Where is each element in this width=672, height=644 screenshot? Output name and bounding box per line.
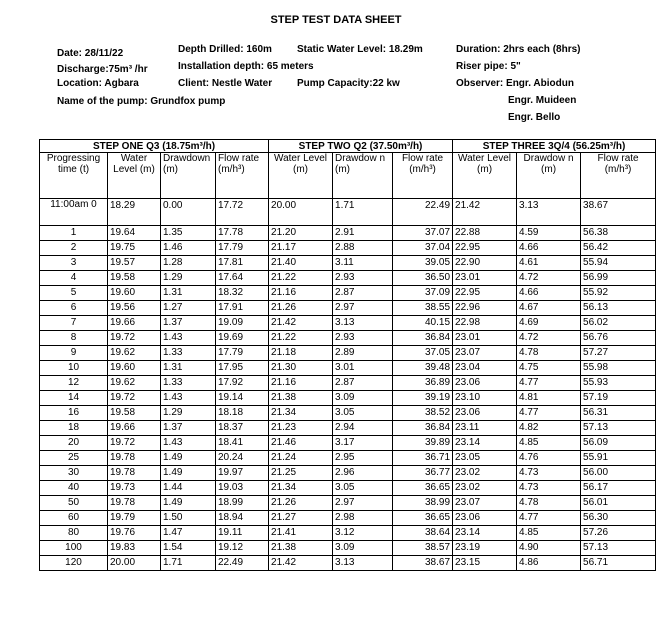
table-cell: 18.99 [216, 496, 269, 511]
table-row [40, 526, 656, 541]
header-pump-capacity: Pump Capacity:22 kw [297, 78, 400, 89]
table-cell: 4.73 [517, 481, 581, 496]
table-cell: 38.67 [581, 199, 656, 226]
table-cell: 21.24 [269, 451, 333, 466]
table-cell: 5 [40, 286, 108, 301]
table-cell: 56.76 [581, 331, 656, 346]
table-cell: 2.97 [333, 496, 393, 511]
table-cell: 18.94 [216, 511, 269, 526]
table-cell: 36.77 [393, 466, 453, 481]
table-cell: 21.22 [269, 271, 333, 286]
table-cell: 36.50 [393, 271, 453, 286]
table-cell: 22.49 [393, 199, 453, 226]
table-cell: 38.57 [393, 541, 453, 556]
table-cell: 50 [40, 496, 108, 511]
table-cell: 19.78 [108, 451, 161, 466]
table-cell: 21.27 [269, 511, 333, 526]
table-cell: 56.09 [581, 436, 656, 451]
table-cell: 80 [40, 526, 108, 541]
table-cell: 22.88 [453, 226, 517, 241]
header-riser-pipe: Riser pipe: 5" [456, 61, 521, 72]
table-cell: 23.19 [453, 541, 517, 556]
table-cell: 56.17 [581, 481, 656, 496]
table-row [40, 541, 656, 556]
table-cell: 1.35 [161, 226, 216, 241]
header-location: Location: Agbara [57, 78, 139, 89]
table-cell: 19.12 [216, 541, 269, 556]
table-cell: 21.42 [269, 556, 333, 571]
table-cell: 21.42 [453, 199, 517, 226]
table-cell: 21.20 [269, 226, 333, 241]
table-cell: 4.59 [517, 226, 581, 241]
header-duration: Duration: 2hrs each (8hrs) [456, 44, 581, 55]
table-cell: 21.41 [269, 526, 333, 541]
table-cell: 38.67 [393, 556, 453, 571]
table-cell: 19.56 [108, 301, 161, 316]
table-cell: 1.37 [161, 421, 216, 436]
table-cell: 18.32 [216, 286, 269, 301]
table-cell: 4.85 [517, 436, 581, 451]
table-cell: 21.34 [269, 481, 333, 496]
table-cell: 36.84 [393, 421, 453, 436]
table-row [40, 256, 656, 271]
table-cell: 19.57 [108, 256, 161, 271]
table-cell: 4.69 [517, 316, 581, 331]
column-header: Drawdown (m) [161, 153, 216, 199]
table-cell: 20 [40, 436, 108, 451]
table-cell: 2.93 [333, 271, 393, 286]
table-cell: 21.26 [269, 301, 333, 316]
table-cell: 22.96 [453, 301, 517, 316]
column-header: Drawdow n (m) [517, 153, 581, 199]
table-cell: 21.40 [269, 256, 333, 271]
table-cell: 3 [40, 256, 108, 271]
table-row [40, 481, 656, 496]
table-cell: 1.49 [161, 496, 216, 511]
table-cell: 11:00am 0 [40, 199, 108, 226]
table-cell: 37.05 [393, 346, 453, 361]
table-cell: 36.89 [393, 376, 453, 391]
table-cell: 22.49 [216, 556, 269, 571]
table-cell: 23.07 [453, 496, 517, 511]
table-cell: 3.05 [333, 481, 393, 496]
table-cell: 2 [40, 241, 108, 256]
table-cell: 1.49 [161, 451, 216, 466]
table-cell: 21.22 [269, 331, 333, 346]
table-cell: 56.30 [581, 511, 656, 526]
table-cell: 120 [40, 556, 108, 571]
table-cell: 4.66 [517, 241, 581, 256]
table-cell: 55.92 [581, 286, 656, 301]
table-cell: 4.81 [517, 391, 581, 406]
table-cell: 60 [40, 511, 108, 526]
table-cell: 37.09 [393, 286, 453, 301]
table-row [40, 436, 656, 451]
table-cell: 23.06 [453, 511, 517, 526]
table-cell: 4.72 [517, 271, 581, 286]
table-cell: 30 [40, 466, 108, 481]
table-cell: 0.00 [161, 199, 216, 226]
table-cell: 4.61 [517, 256, 581, 271]
table-cell: 38.99 [393, 496, 453, 511]
table-cell: 19.78 [108, 466, 161, 481]
table-row [40, 376, 656, 391]
column-header: Flow rate (m/h³) [393, 153, 453, 199]
table-cell: 19.66 [108, 421, 161, 436]
table-cell: 56.02 [581, 316, 656, 331]
column-header: Flow rate (m/h³) [581, 153, 656, 199]
table-cell: 56.38 [581, 226, 656, 241]
header-client: Client: Nestle Water [178, 78, 273, 89]
header-observer-2: Engr. Muideen [508, 95, 577, 106]
table-cell: 1.33 [161, 376, 216, 391]
table-cell: 21.16 [269, 376, 333, 391]
table-cell: 19.58 [108, 406, 161, 421]
table-cell: 19.64 [108, 226, 161, 241]
table-cell: 17.79 [216, 241, 269, 256]
table-cell: 3.12 [333, 526, 393, 541]
table-cell: 19.78 [108, 496, 161, 511]
table-cell: 19.72 [108, 436, 161, 451]
table-cell: 21.30 [269, 361, 333, 376]
table-cell: 23.07 [453, 346, 517, 361]
table-cell: 17.81 [216, 256, 269, 271]
header-static-water-level: Static Water Level: 18.29m [297, 44, 423, 55]
table-cell: 56.31 [581, 406, 656, 421]
table-cell: 57.13 [581, 421, 656, 436]
table-cell: 20.00 [269, 199, 333, 226]
table-cell: 4.77 [517, 376, 581, 391]
table-cell: 12 [40, 376, 108, 391]
table-cell: 21.17 [269, 241, 333, 256]
table-row [40, 451, 656, 466]
table-cell: 19.75 [108, 241, 161, 256]
table-cell: 18.41 [216, 436, 269, 451]
group-step-one: STEP ONE Q3 (18.75m³/h) [40, 140, 269, 153]
table-cell: 21.34 [269, 406, 333, 421]
table-cell: 38.52 [393, 406, 453, 421]
table-cell: 2.91 [333, 226, 393, 241]
table-cell: 23.02 [453, 481, 517, 496]
table-cell: 23.04 [453, 361, 517, 376]
table-cell: 100 [40, 541, 108, 556]
table-cell: 3.09 [333, 541, 393, 556]
table-row [40, 496, 656, 511]
table-cell: 23.14 [453, 436, 517, 451]
column-header: Water Level (m) [269, 153, 333, 199]
table-cell: 23.14 [453, 526, 517, 541]
table-cell: 3.11 [333, 256, 393, 271]
table-cell: 39.89 [393, 436, 453, 451]
column-header: Flow rate (m/h³) [216, 153, 269, 199]
table-cell: 1.43 [161, 391, 216, 406]
table-cell: 1.50 [161, 511, 216, 526]
table-cell: 19.03 [216, 481, 269, 496]
table-row [40, 286, 656, 301]
table-cell: 55.98 [581, 361, 656, 376]
table-cell: 18.18 [216, 406, 269, 421]
table-cell: 8 [40, 331, 108, 346]
table-cell: 1 [40, 226, 108, 241]
table-cell: 56.42 [581, 241, 656, 256]
table-cell: 22.95 [453, 241, 517, 256]
table-cell: 2.97 [333, 301, 393, 316]
table-cell: 3.01 [333, 361, 393, 376]
table-cell: 17.72 [216, 199, 269, 226]
table-cell: 1.31 [161, 361, 216, 376]
table-cell: 2.87 [333, 286, 393, 301]
table-row [40, 421, 656, 436]
table-cell: 1.33 [161, 346, 216, 361]
table-cell: 2.98 [333, 511, 393, 526]
table-cell: 20.00 [108, 556, 161, 571]
table-cell: 1.31 [161, 286, 216, 301]
table-cell: 22.98 [453, 316, 517, 331]
table-cell: 21.46 [269, 436, 333, 451]
table-cell: 23.15 [453, 556, 517, 571]
table-cell: 10 [40, 361, 108, 376]
table-cell: 1.71 [333, 199, 393, 226]
table-row [40, 271, 656, 286]
table-cell: 4.78 [517, 346, 581, 361]
table-cell: 4.82 [517, 421, 581, 436]
table-cell: 18.37 [216, 421, 269, 436]
table-row [40, 361, 656, 376]
table-row [40, 316, 656, 331]
table-cell: 19.69 [216, 331, 269, 346]
table-cell: 37.07 [393, 226, 453, 241]
table-row [40, 391, 656, 406]
table-cell: 1.43 [161, 436, 216, 451]
page-title: STEP TEST DATA SHEET [270, 14, 402, 26]
table-cell: 19.83 [108, 541, 161, 556]
table-cell: 3.05 [333, 406, 393, 421]
table-cell: 21.16 [269, 286, 333, 301]
table-cell: 4.90 [517, 541, 581, 556]
step-test-table [39, 139, 656, 571]
group-step-three: STEP THREE 3Q/4 (56.25m³/h) [453, 140, 656, 153]
table-cell: 4.75 [517, 361, 581, 376]
table-cell: 19.58 [108, 271, 161, 286]
table-cell: 6 [40, 301, 108, 316]
table-cell: 21.42 [269, 316, 333, 331]
table-cell: 36.84 [393, 331, 453, 346]
table-cell: 3.13 [333, 556, 393, 571]
table-cell: 1.54 [161, 541, 216, 556]
table-cell: 36.65 [393, 511, 453, 526]
table-row [40, 466, 656, 481]
table-cell: 39.05 [393, 256, 453, 271]
header-observer-3: Engr. Bello [508, 112, 561, 123]
table-cell: 55.91 [581, 451, 656, 466]
table-cell: 1.29 [161, 406, 216, 421]
table-cell: 55.93 [581, 376, 656, 391]
table-cell: 1.37 [161, 316, 216, 331]
table-cell: 19.97 [216, 466, 269, 481]
table-cell: 1.43 [161, 331, 216, 346]
table-cell: 19.11 [216, 526, 269, 541]
table-cell: 19.79 [108, 511, 161, 526]
table-cell: 23.11 [453, 421, 517, 436]
table-cell: 1.28 [161, 256, 216, 271]
table-cell: 3.13 [333, 316, 393, 331]
table-cell: 23.02 [453, 466, 517, 481]
table-row [40, 301, 656, 316]
table-cell: 56.00 [581, 466, 656, 481]
table-cell: 2.87 [333, 376, 393, 391]
header-pump-name: Name of the pump: Grundfox pump [57, 96, 226, 107]
table-cell: 19.72 [108, 391, 161, 406]
column-header: Progressing time (t) [40, 153, 108, 199]
table-cell: 1.71 [161, 556, 216, 571]
table-cell: 38.55 [393, 301, 453, 316]
table-cell: 17.91 [216, 301, 269, 316]
table-cell: 22.90 [453, 256, 517, 271]
table-cell: 56.99 [581, 271, 656, 286]
table-cell: 39.48 [393, 361, 453, 376]
table-cell: 19.73 [108, 481, 161, 496]
table-cell: 19.62 [108, 376, 161, 391]
table-cell: 4.66 [517, 286, 581, 301]
table-cell: 56.71 [581, 556, 656, 571]
table-cell: 2.89 [333, 346, 393, 361]
table-cell: 2.94 [333, 421, 393, 436]
table-cell: 23.10 [453, 391, 517, 406]
table-cell: 23.06 [453, 376, 517, 391]
table-cell: 4.78 [517, 496, 581, 511]
table-cell: 4.85 [517, 526, 581, 541]
table-cell: 22.95 [453, 286, 517, 301]
table-cell: 40 [40, 481, 108, 496]
table-cell: 19.14 [216, 391, 269, 406]
table-cell: 2.96 [333, 466, 393, 481]
table-cell: 4.77 [517, 511, 581, 526]
table-cell: 57.26 [581, 526, 656, 541]
table-cell: 3.17 [333, 436, 393, 451]
table-cell: 23.01 [453, 331, 517, 346]
column-header: Drawdow n (m) [333, 153, 393, 199]
table-cell: 17.64 [216, 271, 269, 286]
header-depth-drilled: Depth Drilled: 160m [178, 44, 272, 55]
table-cell: 39.19 [393, 391, 453, 406]
table-cell: 18 [40, 421, 108, 436]
column-header: Water Level (m) [108, 153, 161, 199]
table-cell: 1.27 [161, 301, 216, 316]
table-cell: 4.76 [517, 451, 581, 466]
table-cell: 21.23 [269, 421, 333, 436]
table-row [40, 226, 656, 241]
table-cell: 1.47 [161, 526, 216, 541]
table-row [40, 556, 656, 571]
table-cell: 19.60 [108, 361, 161, 376]
table-cell: 4 [40, 271, 108, 286]
table-cell: 19.09 [216, 316, 269, 331]
table-cell: 2.95 [333, 451, 393, 466]
table-row [40, 331, 656, 346]
table-cell: 25 [40, 451, 108, 466]
group-step-two: STEP TWO Q2 (37.50m³/h) [269, 140, 453, 153]
table-cell: 19.66 [108, 316, 161, 331]
header-date: Date: 28/11/22 [57, 48, 124, 59]
table-cell: 1.49 [161, 466, 216, 481]
table-row [40, 199, 656, 226]
table-cell: 17.95 [216, 361, 269, 376]
table-cell: 17.92 [216, 376, 269, 391]
table-cell: 3.13 [517, 199, 581, 226]
table-cell: 3.09 [333, 391, 393, 406]
table-cell: 17.78 [216, 226, 269, 241]
table-cell: 21.25 [269, 466, 333, 481]
table-cell: 9 [40, 346, 108, 361]
table-cell: 37.04 [393, 241, 453, 256]
header-observer: Observer: Engr. Abiodun [456, 78, 574, 89]
table-cell: 19.72 [108, 331, 161, 346]
table-row [40, 406, 656, 421]
table-cell: 2.88 [333, 241, 393, 256]
table-cell: 21.18 [269, 346, 333, 361]
table-cell: 23.05 [453, 451, 517, 466]
header-installation-depth: Installation depth: 65 meters [178, 61, 314, 72]
table-cell: 19.62 [108, 346, 161, 361]
table-cell: 4.86 [517, 556, 581, 571]
table-cell: 16 [40, 406, 108, 421]
table-cell: 18.29 [108, 199, 161, 226]
table-cell: 21.38 [269, 541, 333, 556]
table-cell: 4.73 [517, 466, 581, 481]
table-cell: 4.72 [517, 331, 581, 346]
table-cell: 23.01 [453, 271, 517, 286]
table-cell: 36.65 [393, 481, 453, 496]
table-cell: 21.38 [269, 391, 333, 406]
table-cell: 2.93 [333, 331, 393, 346]
table-cell: 1.29 [161, 271, 216, 286]
table-cell: 19.60 [108, 286, 161, 301]
table-cell: 21.26 [269, 496, 333, 511]
table-cell: 17.79 [216, 346, 269, 361]
table-cell: 36.71 [393, 451, 453, 466]
table-cell: 38.64 [393, 526, 453, 541]
table-cell: 57.27 [581, 346, 656, 361]
table-row [40, 241, 656, 256]
table-cell: 14 [40, 391, 108, 406]
table-cell: 55.94 [581, 256, 656, 271]
table-row [40, 511, 656, 526]
table-cell: 7 [40, 316, 108, 331]
table-cell: 56.01 [581, 496, 656, 511]
table-cell: 20.24 [216, 451, 269, 466]
table-cell: 57.13 [581, 541, 656, 556]
table-cell: 1.46 [161, 241, 216, 256]
table-cell: 23.06 [453, 406, 517, 421]
table-cell: 4.67 [517, 301, 581, 316]
table-cell: 19.76 [108, 526, 161, 541]
table-cell: 56.13 [581, 301, 656, 316]
column-header: Water Level (m) [453, 153, 517, 199]
table-row [40, 346, 656, 361]
table-cell: 4.77 [517, 406, 581, 421]
table-cell: 1.44 [161, 481, 216, 496]
table-cell: 40.15 [393, 316, 453, 331]
table-cell: 57.19 [581, 391, 656, 406]
header-discharge: Discharge:75m³ /hr [57, 64, 148, 75]
